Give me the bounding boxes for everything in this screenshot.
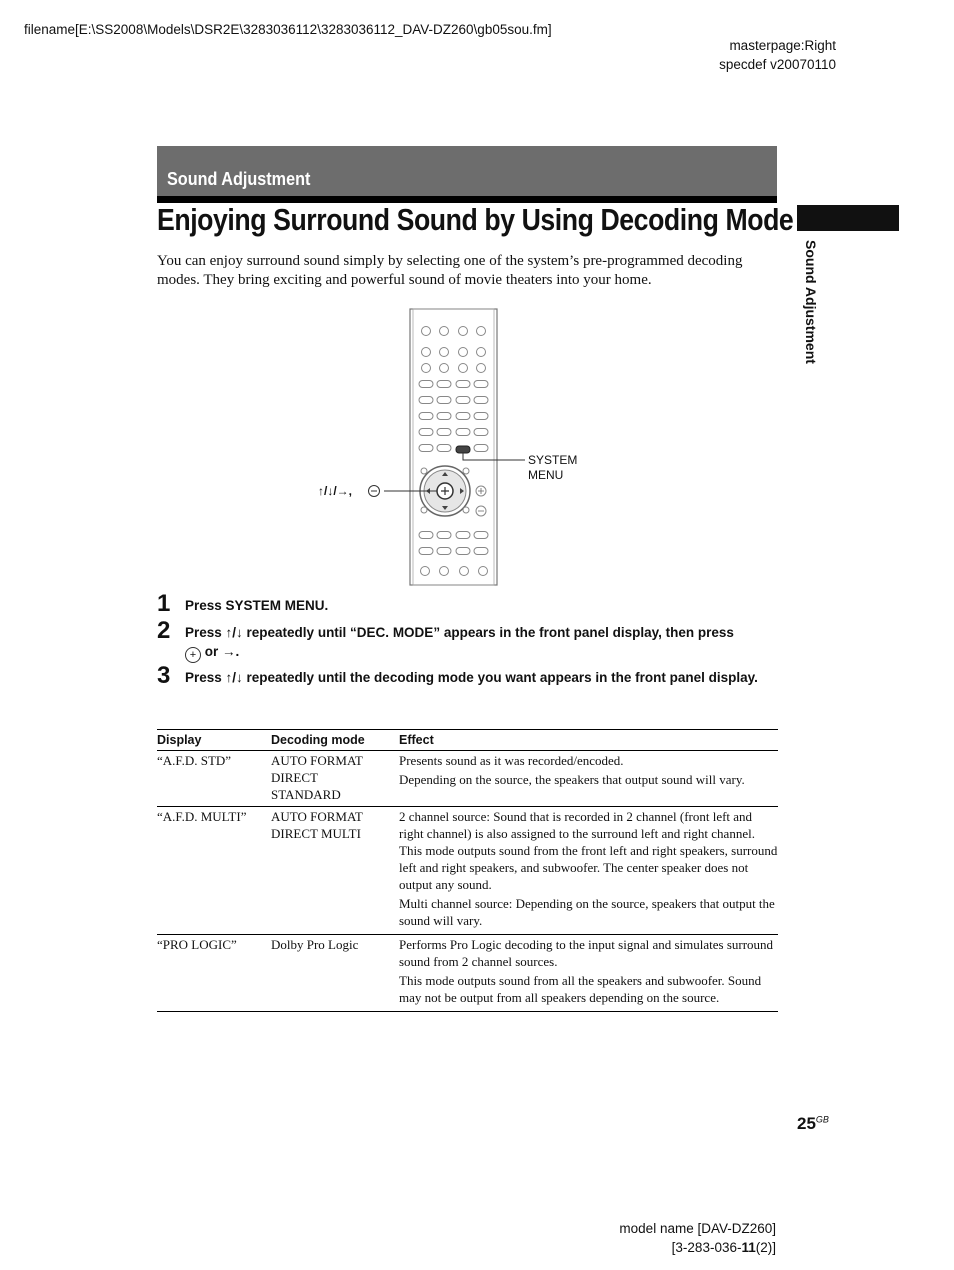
page-number-suffix: GB [815, 1114, 829, 1125]
table-header-display: Display [157, 730, 271, 751]
cell-mode: Dolby Pro Logic [271, 935, 399, 1012]
remote-button [419, 397, 433, 404]
remote-button [419, 548, 433, 555]
remote-button [421, 567, 430, 576]
effect-text: Multi channel source: Depending on the source, speakers that output the sound will vary. [399, 896, 775, 928]
footer-code-suffix: (2)] [755, 1240, 776, 1255]
footer-code-bold: 11 [741, 1240, 756, 1255]
remote-button [440, 364, 449, 373]
effect-text: Performs Pro Logic decoding to the input signal and simulates surround sound from 2 channel sources. [399, 937, 774, 969]
header-specdef: specdef v20070110 [719, 57, 836, 72]
remote-button [460, 567, 469, 576]
remote-button [440, 567, 449, 576]
header-masterpage: masterpage:Right [729, 38, 836, 53]
remote-button [477, 364, 486, 373]
remote-button [440, 327, 449, 336]
table-row [157, 935, 778, 1012]
remote-button [459, 348, 468, 357]
remote-button [456, 397, 470, 404]
step-1-text: Press SYSTEM MENU. [185, 598, 329, 613]
cell-display: “A.F.D. MULTI” [157, 807, 271, 935]
remote-button [474, 532, 488, 539]
remote-control-figure [300, 305, 600, 587]
table-header-effect: Effect [399, 730, 778, 751]
remote-button [474, 548, 488, 555]
remote-button [456, 548, 470, 555]
remote-button [437, 429, 451, 436]
intro-paragraph: You can enjoy surround sound simply by selecting one of the system’s pre-programmed decoding modes. They bring exciting and powerful sound of movie theaters into your home. [157, 253, 743, 288]
step-2-text-b: or →. [204, 644, 240, 659]
remote-button [437, 532, 451, 539]
table-header-decoding-mode: Decoding mode [271, 730, 399, 751]
effect-text: 2 channel source: Sound that is recorded in 2 channel (front left and right channel) is also assigned to the surround left and right channel. This mode outputs sound from the front left and right speakers, surround left and right speakers, and subwoofer. The center speaker does not output any sound. [399, 809, 778, 892]
cell-effect [399, 935, 778, 1012]
cell-mode: AUTO FORMAT DIRECT STANDARD [271, 751, 399, 807]
label-arrows: ↑/↓/→, [318, 484, 353, 498]
step-1-number: 1 [157, 590, 171, 617]
footer [619, 1219, 776, 1257]
step-2-text [185, 623, 785, 663]
label-system-menu-line1: SYSTEM [528, 453, 578, 467]
cell-display: “A.F.D. STD” [157, 751, 271, 807]
decoding-mode-table [157, 729, 778, 1012]
remote-button [474, 445, 488, 452]
effect-text: This mode outputs sound from all the speakers and subwoofer. Sound may not be output from all speakers depending on the source. [399, 973, 762, 1005]
remote-button [474, 429, 488, 436]
remote-button [437, 397, 451, 404]
remote-button [477, 348, 486, 357]
remote-button [474, 397, 488, 404]
side-label: Sound Adjustment [803, 240, 819, 364]
cell-mode: AUTO FORMAT DIRECT MULTI [271, 807, 399, 935]
effect-text: Depending on the source, the speakers that output sound will vary. [399, 772, 745, 787]
remote-button [419, 532, 433, 539]
page-title: Enjoying Surround Sound by Using Decoding Mode [157, 202, 794, 237]
header-filename: filename[E:\SS2008\Models\DSR2E\3283036112\3283036112_DAV-DZ260\gb05sou.fm] [24, 22, 552, 37]
remote-button [459, 327, 468, 336]
remote-button [479, 567, 488, 576]
table-row [157, 751, 778, 807]
step-2-text-a: Press ↑/↓ repeatedly until “DEC. MODE” appears in the front panel display, then press [185, 625, 734, 640]
side-tab [797, 205, 899, 231]
remote-button [437, 381, 451, 388]
remote-button [422, 327, 431, 336]
step-3-number: 3 [157, 662, 171, 689]
remote-button [474, 413, 488, 420]
remote-button [419, 429, 433, 436]
remote-button [459, 364, 468, 373]
cell-effect [399, 807, 778, 935]
cell-effect [399, 751, 778, 807]
remote-button [437, 413, 451, 420]
remote-button [456, 413, 470, 420]
header-meta [719, 36, 836, 74]
remote-button [437, 548, 451, 555]
footer-code [619, 1238, 776, 1257]
enter-plus-icon: + [185, 647, 201, 663]
cell-display: “PRO LOGIC” [157, 935, 271, 1012]
remote-button [419, 445, 433, 452]
remote-button [456, 381, 470, 388]
remote-button [419, 413, 433, 420]
section-bar [157, 146, 777, 203]
remote-button [474, 381, 488, 388]
page-number-value: 25 [797, 1114, 816, 1133]
remote-button [437, 445, 451, 452]
page-number [797, 1114, 829, 1134]
effect-text: Presents sound as it was recorded/encoded. [399, 753, 624, 768]
footer-model-name: model name [DAV-DZ260] [619, 1221, 776, 1236]
remote-button [422, 364, 431, 373]
table-row [157, 807, 778, 935]
table-header-row [157, 730, 778, 751]
step-3-text: Press ↑/↓ repeatedly until the decoding mode you want appears in the front panel display. [185, 670, 758, 685]
label-system-menu-line2: MENU [528, 468, 564, 482]
remote-button [456, 532, 470, 539]
remote-button [477, 327, 486, 336]
remote-button [440, 348, 449, 357]
remote-button [422, 348, 431, 357]
footer-code-prefix: [3-283-036- [671, 1240, 742, 1255]
section-title: Sound Adjustment [167, 169, 311, 189]
remote-button [456, 429, 470, 436]
remote-button [419, 381, 433, 388]
step-2-number: 2 [157, 617, 171, 644]
